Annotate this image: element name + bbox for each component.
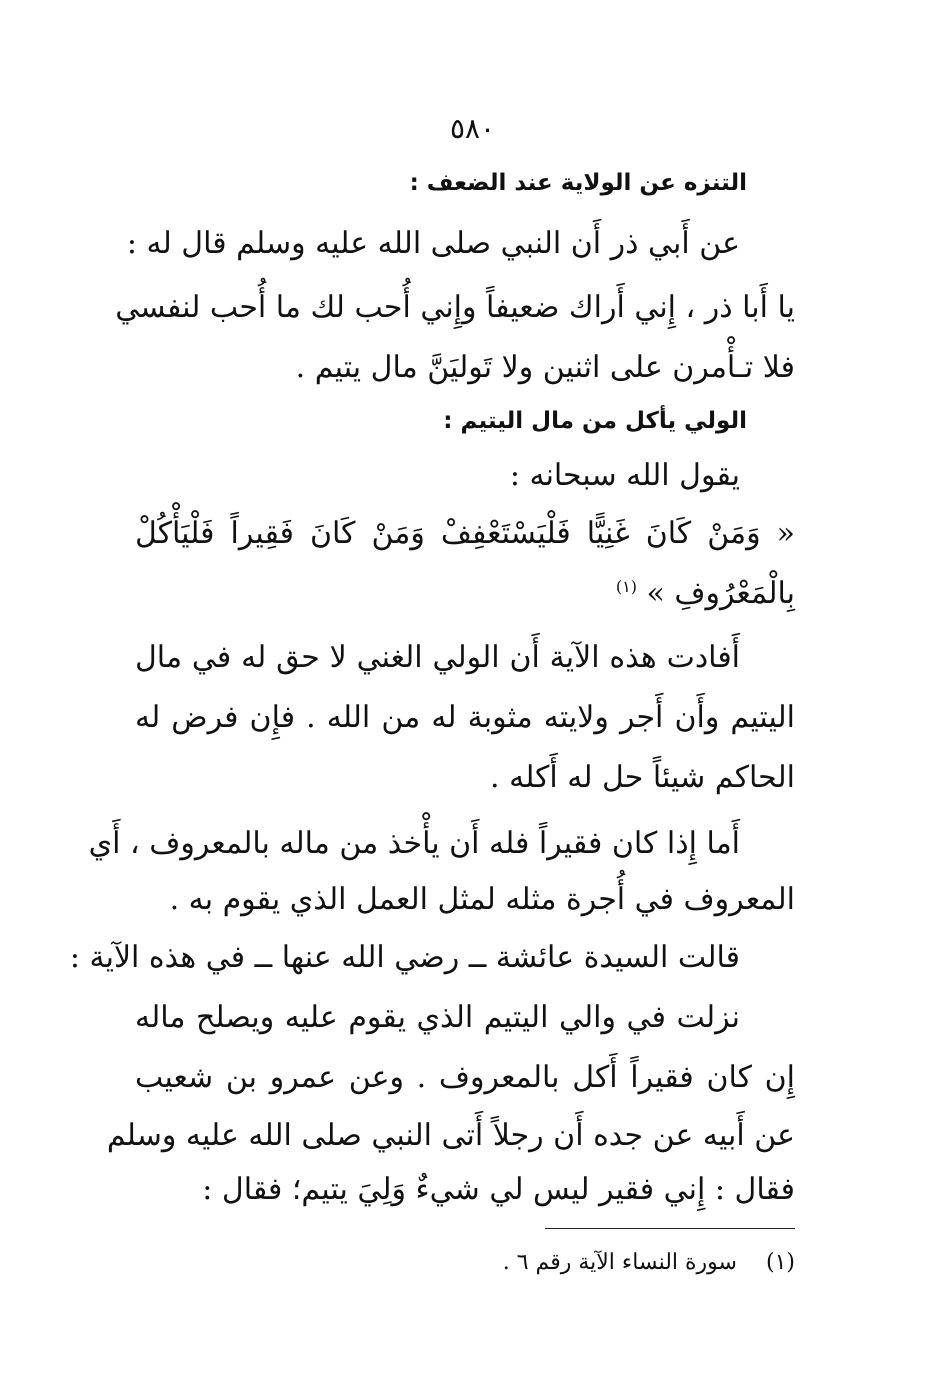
text-line: قالت السيدة عائشة ــ رضي الله عنها ــ في هذه الآية : (69, 940, 740, 975)
footnote (195, 1250, 795, 1275)
section-heading: التنزه عن الولاية عند الضعف : (409, 170, 747, 196)
section-heading: الولي يأكل من مال اليتيم : (443, 408, 747, 434)
text-line: الحاكم شيئاً حل له أَكله . (490, 760, 795, 795)
text-line: عن أَبيه عن جده أَن رجلاً أَتى النبي صلى الله عليه وسلم (106, 1118, 795, 1153)
quran-verse-end: بِالْمَعْرُوفِ » (646, 576, 795, 611)
footnote-reference: (١) (615, 577, 637, 596)
text-line: يقول الله سبحانه : (509, 458, 740, 493)
page-number: ٥٨٠ (449, 112, 496, 145)
footnote-text: سورة النساء الآية رقم ٦ . (502, 1250, 737, 1275)
text-line: أَفادت هذه الآية أَن الولي الغني لا حق له في مال (135, 640, 740, 675)
text-line: عن أَبي ذر أَن النبي صلى الله عليه وسلم قال له : (126, 226, 740, 261)
text-line: يا أَبا ذر ، إِني أَراك ضعيفاً وإِني أُحب لك ما أُحب لنفسي (115, 290, 795, 325)
text-line: نزلت في والي اليتيم الذي يقوم عليه ويصلح ماله (135, 1000, 740, 1035)
text-line: أَما إِذا كان فقيراً فله أَن يأْخذ من ماله بالمعروف ، أَي (88, 826, 740, 861)
footnote-divider (545, 1228, 795, 1229)
quran-verse-line: « وَمَنْ كَانَ غَنِيًّا فَلْيَسْتَعْفِفْ وَمَنْ كَانَ فَقِيراً فَلْيَأْكُلْ (135, 516, 795, 551)
text-line: المعروف في أُجرة مثله لمثل العمل الذي يقوم به . (169, 882, 795, 917)
text-line: اليتيم وأَن أَجر ولايته مثوبة له من الله . فإِن فرض له (135, 700, 795, 735)
footnote-number: (١) (765, 1250, 795, 1275)
text-line: فلا تـأْمرن على اثنين ولا تَوليَنَّ مال يتيم . (295, 350, 795, 385)
text-line: فقال : إِني فقير ليس لي شيءٌ وَلِيَ يتيم؛ فقال : (202, 1172, 795, 1207)
quran-verse-line (135, 576, 795, 611)
text-line: إِن كان فقيراً أَكل بالمعروف . وعن عمرو بن شعيب (135, 1060, 795, 1095)
